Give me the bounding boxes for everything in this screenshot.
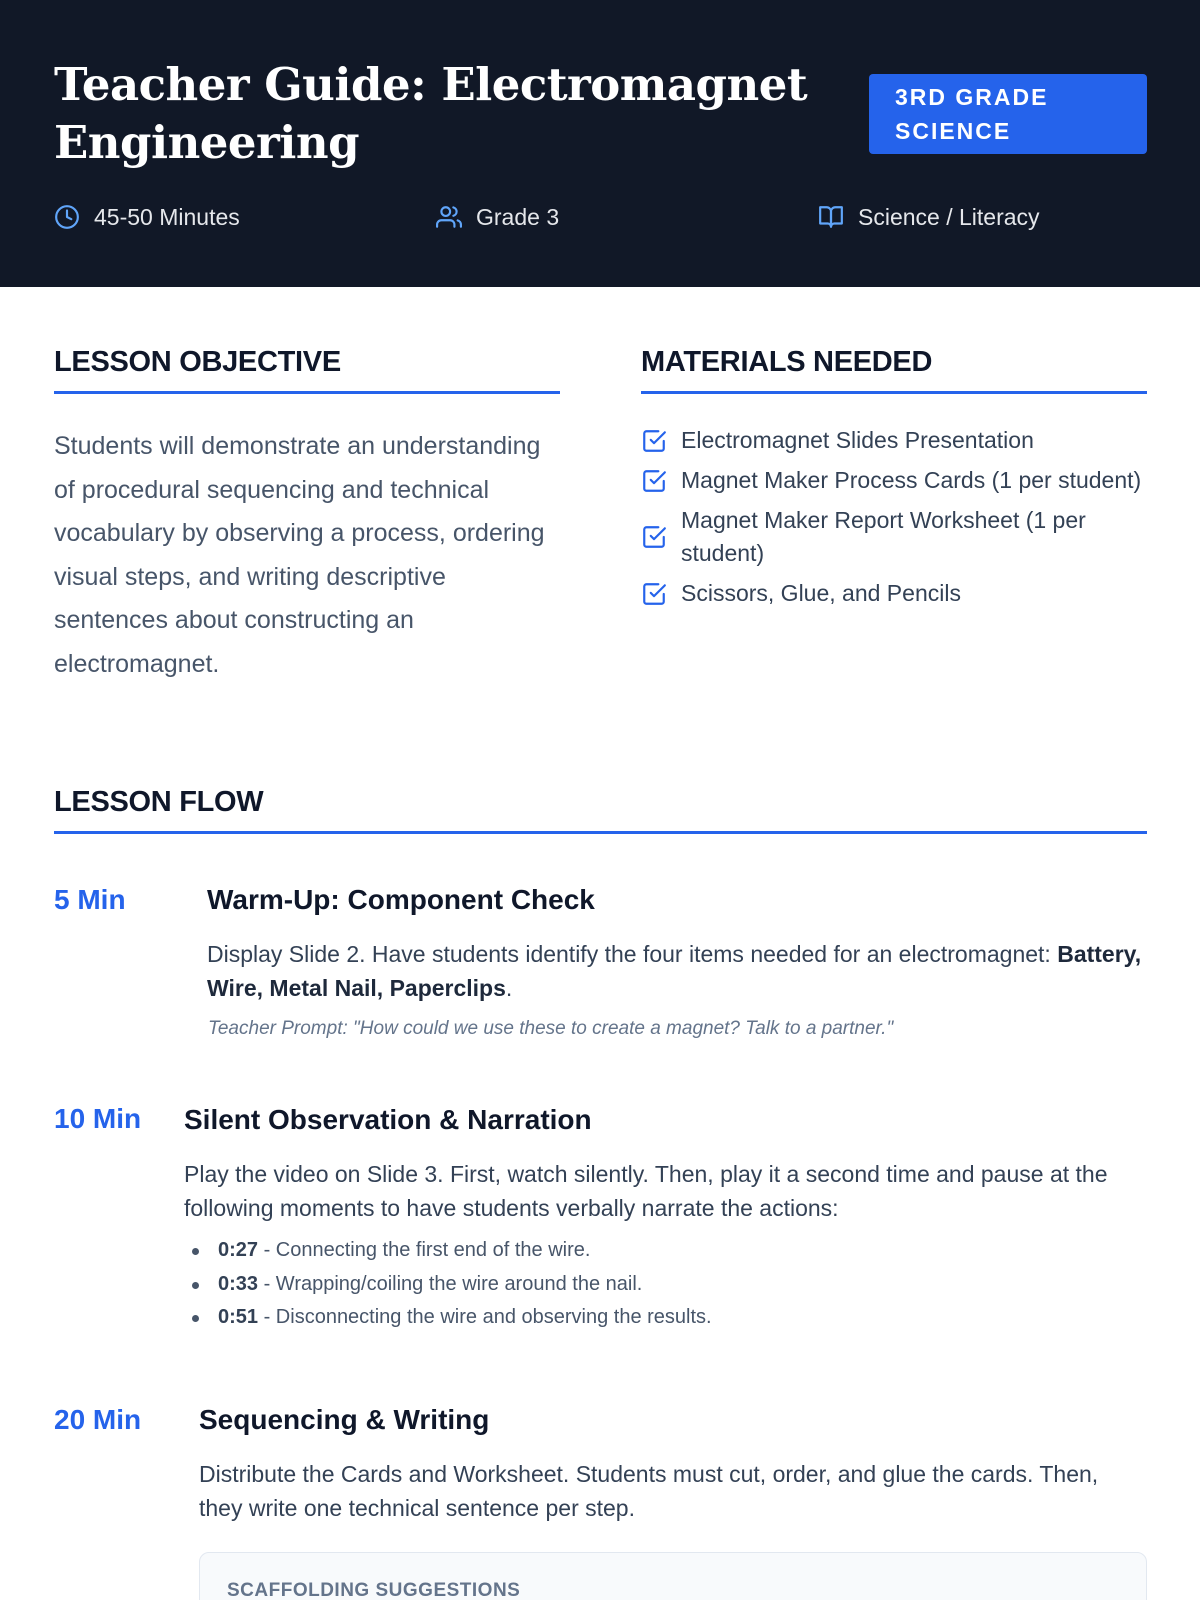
material-item — [641, 464, 1147, 497]
page-header — [0, 0, 1200, 287]
objective-heading: LESSON OBJECTIVE — [54, 346, 560, 394]
material-item — [641, 504, 1147, 570]
step-1-description: Display Slide 2. Have students identify the four items needed for an electromagnet: Battery, Wire, Metal Nail, Paperclips. — [207, 941, 1142, 1001]
meta-grade-text: Grade 3 — [476, 203, 560, 230]
video-timestamps-list — [184, 1234, 1084, 1335]
meta-grade — [436, 200, 559, 234]
checkbox-checked-icon — [641, 524, 667, 550]
scaffolding-label: SCAFFOLDING SUGGESTIONS — [227, 1580, 521, 1600]
material-item — [641, 577, 1147, 610]
meta-duration-text: 45-50 Minutes — [94, 203, 240, 230]
scaffolding-box — [199, 1552, 1147, 1600]
timestamp-time: 0:51 — [218, 1306, 259, 1328]
material-item-label: Magnet Maker Report Worksheet (1 per student) — [681, 507, 1086, 566]
step-3-time: 20 Min — [54, 1404, 142, 1435]
components-list: Battery, Wire, Metal Nail, Paperclips — [207, 941, 1142, 1001]
material-item-label: Electromagnet Slides Presentation — [681, 427, 1034, 453]
lesson-flow-heading: LESSON FLOW — [54, 786, 1147, 834]
book-icon — [818, 204, 844, 230]
step-2-title: Silent Observation & Narration — [184, 1104, 592, 1135]
grade-subject-badge: 3RD GRADE SCIENCE — [869, 74, 1147, 154]
meta-subject-text: Science / Literacy — [858, 203, 1040, 230]
materials-list — [641, 424, 1147, 617]
step-3-title: Sequencing & Writing — [199, 1404, 490, 1435]
checkbox-checked-icon — [641, 428, 667, 454]
step-3-description: Distribute the Cards and Worksheet. Students must cut, order, and glue the cards. Then, they write one technical sentence per step. — [199, 1461, 1099, 1521]
material-item — [641, 424, 1147, 457]
page-title: Teacher Guide: Electromagnet Engineering — [54, 58, 808, 169]
step-1-time: 5 Min — [54, 884, 126, 915]
timestamp-time: 0:27 — [218, 1239, 259, 1261]
meta-duration — [54, 200, 240, 234]
clock-icon — [54, 204, 80, 230]
material-item-label: Magnet Maker Process Cards (1 per student) — [681, 467, 1142, 493]
users-icon — [436, 204, 462, 230]
step-2-description: Play the video on Slide 3. First, watch silently. Then, play it a second time and pause at the following moments to have students verbally narrate the actions: — [184, 1161, 1108, 1221]
timestamp-time: 0:33 — [218, 1272, 259, 1295]
teacher-prompt: Teacher Prompt: "How could we use these to create a magnet? Talk to a partner." — [208, 1018, 894, 1039]
materials-heading: MATERIALS NEEDED — [641, 346, 1147, 394]
timestamp-item: 0:33 - Wrapping/coiling the wire around the nail. — [184, 1268, 1084, 1302]
step-2-time: 10 Min — [54, 1103, 142, 1134]
material-item-label: Scissors, Glue, and Pencils — [681, 580, 961, 606]
meta-subject — [818, 200, 1040, 234]
timestamp-item: 0:27 - Connecting the first end of the wire. — [184, 1234, 1084, 1268]
step-1-title: Warm-Up: Component Check — [207, 884, 595, 915]
objective-text: Students will demonstrate an understanding of procedural sequencing and technical vocabulary by observing a process, ordering visual steps, and writing descriptive sentences about constructing an electromagnet. — [54, 432, 545, 678]
checkbox-checked-icon — [641, 468, 667, 494]
timestamp-item: 0:51 - Disconnecting the wire and observing the results. — [184, 1301, 1084, 1335]
checkbox-checked-icon — [641, 581, 667, 607]
